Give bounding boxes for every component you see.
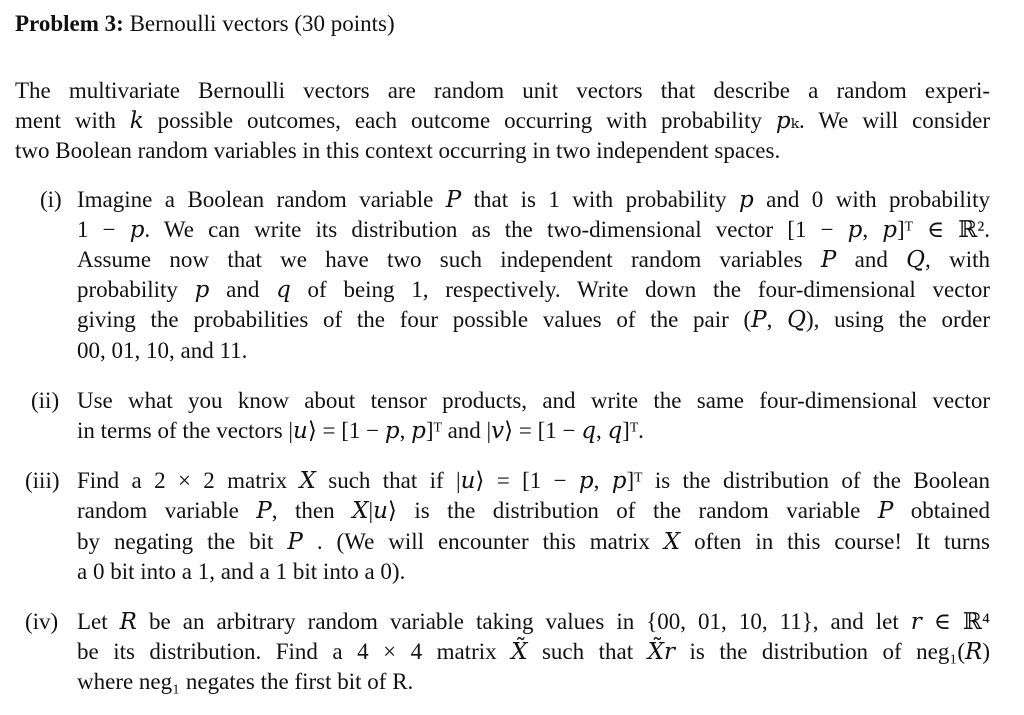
part-line: by negating the bit 𝑃 . (We will encounter this matrix 𝑋 often in this course! It turns (77, 528, 990, 554)
intro-line: ment with 𝑘 possible outcomes, each outcome occurring with probability 𝑝ₖ. We will consider (15, 108, 990, 134)
part-line: random variable 𝑃, then 𝑋|𝑢⟩ is the distribution of the random variable 𝑃 obtained (77, 498, 990, 524)
part-line: giving the probabilities of the four possible values of the pair (𝑃, 𝑄), using the order (77, 307, 990, 333)
part-line: Let 𝑅 be an arbitrary random variable taking values in {00, 01, 10, 11}, and let 𝑟 ∈ ℝ⁴ (77, 609, 990, 635)
part-line: be its distribution. Find a 4 × 4 matrix 𝑋̃ such that 𝑋̃𝑟 is the distribution of neg₁(𝑅) (77, 639, 990, 665)
part-line: 00, 01, 10, and 11. (77, 337, 248, 363)
part-line: where neg₁ negates the first bit of R. (77, 669, 414, 695)
part-line: Find a 2 × 2 matrix 𝑋 such that if |𝑢⟩ = [1 − 𝑝, 𝑝]ᵀ is the distribution of the Boolean (77, 468, 990, 494)
part-number: (iii) (25, 468, 60, 494)
problem-part-i (15, 185, 990, 366)
intro-line: two Boolean random variables in this context occurring in two independent spaces. (15, 138, 781, 164)
problem-document (15, 4, 990, 698)
problem-part-iv (15, 607, 990, 698)
part-line: Use what you know about tensor products, and write the same four-dimensional vector (77, 387, 990, 413)
part-line: in terms of the vectors |𝑢⟩ = [1 − 𝑝, 𝑝]ᵀ and |𝑣⟩ = [1 − 𝑞, 𝑞]ᵀ. (77, 418, 644, 444)
part-line: Assume now that we have two such independent random variables 𝑃 and 𝑄, with (77, 247, 990, 273)
part-number: (i) (40, 186, 62, 212)
part-line: a 0 bit into a 1, and a 1 bit into a 0). (77, 558, 406, 584)
problem-label: Problem 3: (15, 11, 124, 36)
part-line: Imagine a Boolean random variable 𝑃 that is 1 with probability 𝑝 and 0 with probability (77, 186, 990, 212)
part-number: (ii) (31, 387, 60, 413)
problem-title: Bernoulli vectors (30 points) (123, 11, 395, 36)
part-line: 1 − 𝑝. We can write its distribution as the two-dimensional vector [1 − 𝑝, 𝑝]ᵀ ∈ ℝ². (77, 216, 990, 242)
part-number: (iv) (25, 609, 59, 635)
intro-line: The multivariate Bernoulli vectors are random unit vectors that describe a random experi- (15, 78, 990, 103)
part-line: probability 𝑝 and 𝑞 of being 1, respectively. Write down the four-dimensional vector (77, 277, 990, 303)
problem-part-ii (15, 386, 990, 446)
problem-part-iii (15, 466, 990, 587)
intro-paragraph (15, 76, 990, 167)
problem-heading (15, 4, 990, 44)
